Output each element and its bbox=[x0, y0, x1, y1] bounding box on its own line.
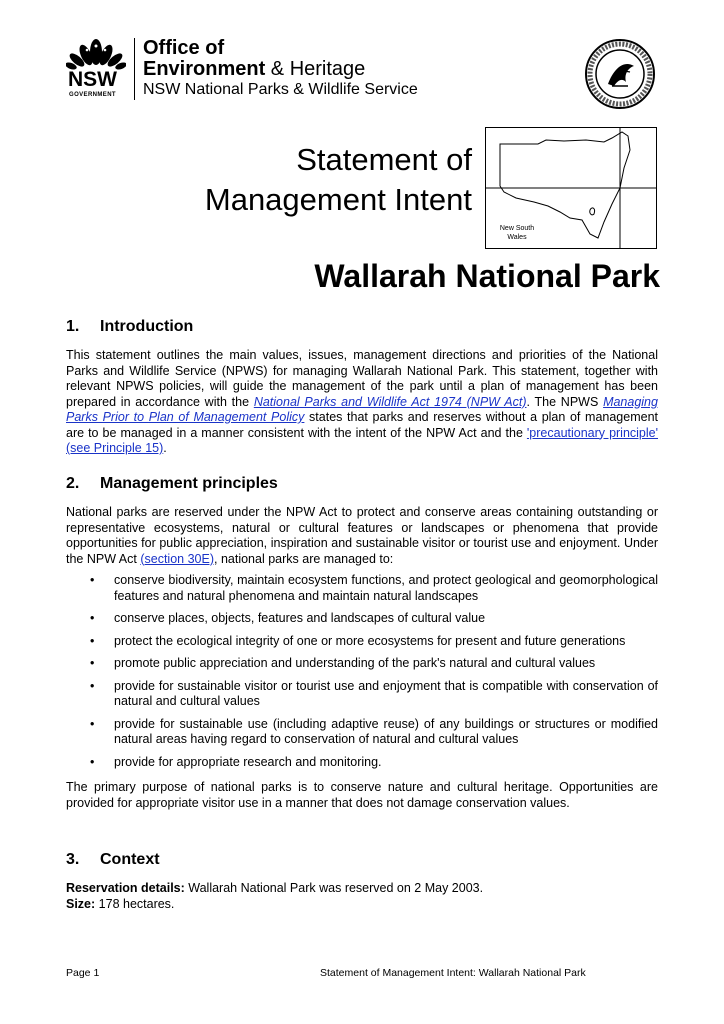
list-item: • provide for appropriate research and monitoring. bbox=[66, 755, 658, 771]
logo-divider bbox=[134, 38, 135, 100]
reservation-label: Reservation details: bbox=[66, 881, 185, 895]
section-heading bbox=[66, 475, 658, 493]
section-30e-link[interactable]: (section 30E) bbox=[140, 551, 214, 566]
government-wordmark: GOVERNMENT bbox=[69, 92, 117, 98]
org-line-3: NSW National Parks & Wildlife Service bbox=[143, 81, 418, 98]
list-item: • conserve places, objects, features and landscapes of cultural value bbox=[66, 611, 658, 627]
managing-parks-policy-link[interactable]: Managing Parks Prior to Plan of Management Policy bbox=[66, 394, 658, 424]
principles-paragraph bbox=[66, 505, 658, 567]
intro-text-1: This statement outlines the main values, issues, management directions and priorities of the National Parks and Wildlife Service (NPWS) for managing Wallarah National Park. This statement, together with relevant NPWS policies, will guide the management of the park until a plan of management has been prepared in accordance with the bbox=[66, 348, 658, 409]
section-title: Introduction bbox=[100, 318, 194, 335]
precautionary-principle-link[interactable]: 'precautionary principle' (see Principle 15) bbox=[66, 425, 659, 455]
section-number: 2. bbox=[66, 475, 80, 492]
footer-document-title: Statement of Management Intent: Wallarah National Park bbox=[320, 967, 586, 979]
intro-text-4: . bbox=[163, 441, 167, 455]
park-name-heading: Wallarah National Park bbox=[314, 258, 660, 294]
org-line-1: Office of bbox=[143, 37, 225, 59]
npws-lyrebird-seal-icon bbox=[584, 38, 656, 110]
principles-closing-paragraph: The primary purpose of national parks is to conserve nature and cultural heritage. Opportunities are provided for appropriate visitor use in a manner that does not damage conservation values. bbox=[66, 780, 658, 810]
nsw-locator-map bbox=[485, 127, 657, 249]
npw-act-link[interactable]: National Parks and Wildlife Act 1974 (NPW Act) bbox=[253, 394, 527, 409]
footer-page-number: Page 1 bbox=[66, 967, 100, 979]
section-title: Management principles bbox=[100, 475, 278, 492]
title-line-1: Statement of bbox=[296, 142, 472, 177]
reservation-details bbox=[66, 881, 658, 897]
oeh-logo bbox=[66, 38, 418, 104]
list-item: • provide for sustainable visitor or tourist use and enjoyment that is compatible with conservation of natural and cultural values bbox=[66, 679, 658, 710]
section-number: 1. bbox=[66, 318, 80, 335]
list-item: • protect the ecological integrity of one or more ecosystems for present and future generations bbox=[66, 634, 658, 650]
section-context bbox=[66, 851, 658, 912]
intro-paragraph bbox=[66, 348, 658, 457]
intro-text-2: . The NPWS bbox=[526, 394, 604, 409]
size-label: Size: bbox=[66, 896, 96, 911]
intro-text-3: states that parks and reserves without a plan of management are to be managed in a manner consistent with the intent of the NPW Act and the bbox=[66, 410, 659, 440]
section-heading bbox=[66, 851, 658, 869]
waratah-logo-icon bbox=[66, 38, 128, 102]
section-introduction bbox=[66, 318, 658, 457]
principles-list bbox=[66, 573, 658, 770]
list-item: • promote public appreciation and understanding of the park's natural and cultural values bbox=[66, 656, 658, 672]
size-value: 178 hectares. bbox=[95, 896, 175, 911]
map-label: New South Wales bbox=[499, 225, 535, 241]
section-number: 3. bbox=[66, 851, 80, 868]
nsw-wordmark: NSW bbox=[68, 68, 117, 91]
title-line-2: Management Intent bbox=[204, 182, 472, 217]
org-line-2-heritage: & Heritage bbox=[265, 58, 366, 80]
reservation-value: Wallarah National Park was reserved on 2 May 2003. bbox=[184, 881, 484, 895]
org-line-2-environment: Environment bbox=[143, 58, 266, 80]
principles-text-1: National parks are reserved under the NPW Act to protect and conserve areas containing outstanding or representative ecosystems, natural or cultural features or landscapes or phenomena that provide opportunities for public appreciation, inspiration and sustainable visitor or tourist use and enjoyment. Under the NPW Act bbox=[66, 505, 658, 566]
list-item: • provide for sustainable use (including adaptive reuse) of any buildings or structures or modified natural areas having regard to conservation of natural and cultural values bbox=[66, 717, 658, 748]
org-line-2 bbox=[143, 59, 418, 80]
org-name bbox=[143, 38, 418, 100]
section-management-principles bbox=[66, 475, 658, 811]
section-title: Context bbox=[100, 851, 160, 868]
section-heading bbox=[66, 318, 658, 336]
principles-text-2: , national parks are managed to: bbox=[214, 551, 394, 566]
list-item: • conserve biodiversity, maintain ecosystem functions, and protect geological and geomorphological features and natural phenomena and maintain natural landscapes bbox=[66, 573, 658, 604]
document-title bbox=[205, 140, 472, 220]
park-size bbox=[66, 897, 658, 913]
